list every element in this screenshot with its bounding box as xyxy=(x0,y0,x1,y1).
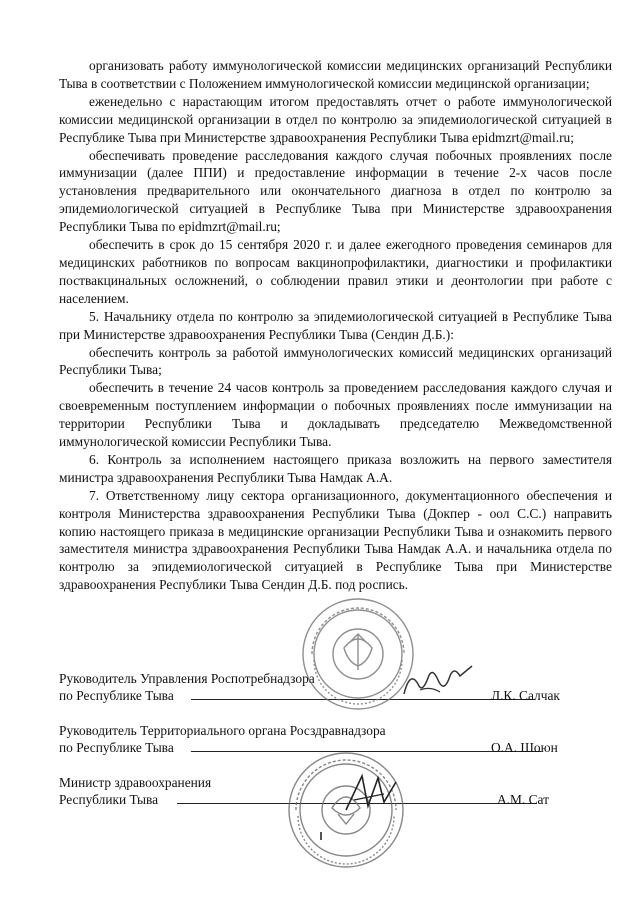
paragraph-control-24h: обеспечить в течение 24 часов контроль за проведением расследования каждого случая и своевременным поступлением информации о побочных проявлениях после иммунизации на территории Республики Тыва и докладывать председателю Межведомственной иммунологической комиссии Республики Тыва. xyxy=(59,380,612,450)
ministry-seal-stamp xyxy=(286,750,406,870)
signatory-name: А.М. Сат xyxy=(497,792,549,807)
signature-line xyxy=(191,751,541,752)
paragraph-weekly-report: еженедельно с нарастающим итогом предоставлять отчет о работе иммунологической комиссии медицинской организации в отдел по контролю за эпидемиологической ситуацией в Республике Тыва при Министерстве здравоохранения Республики Тыва epidmzrt@mail.ru; xyxy=(59,93,612,145)
paragraph-seminars: обеспечить в срок до 15 сентября 2020 г. и далее ежегодного проведения семинаров для медицинских работников по вопросам вакцинопрофилактики, диагностики и профилактики поствакцинальных осложнений, о соблюдении правил этики и деонтологии при работе с населением. xyxy=(59,237,612,306)
document-body xyxy=(59,57,612,594)
paragraph-item-5: 5. Начальнику отдела по контролю за эпидемиологической ситуацией в Республике Тыва при Министерстве здравоохранения Республики Тыва (Сендин Д.Б.): xyxy=(59,308,612,342)
signatory-title: Руководитель Территориального органа Росздравнадзора xyxy=(59,723,386,738)
signature-block-roszdravnadzor xyxy=(59,722,619,756)
signature-line xyxy=(177,803,537,804)
signatory-title: Министр здравоохранения xyxy=(59,775,212,790)
signatory-name: Л.К. Салчак xyxy=(491,688,560,703)
signatory-region: по Республике Тыва xyxy=(59,740,174,755)
signature-line xyxy=(191,699,535,700)
signatory-title: Руководитель Управления Роспотребнадзора xyxy=(59,671,315,686)
scan-mark xyxy=(320,832,322,840)
paragraph-organize-commission: организовать работу иммунологической комиссии медицинских организаций Республики Тыва в соответствии с Положением иммунологической комиссии медицинской организации; xyxy=(59,58,612,91)
paragraph-control-commissions: обеспечить контроль за работой иммунологических комиссий медицинских организаций Республики Тыва; xyxy=(59,344,612,378)
paragraph-item-6: 6. Контроль за исполнением настоящего приказа возложить на первого заместителя министра здравоохранения Республики Тыва Намдак А.А. xyxy=(59,451,612,485)
signatory-region: по Республике Тыва xyxy=(59,688,174,703)
paragraph-item-7: 7. Ответственному лицу сектора организационного, документационного обеспечения и контроля Министерства здравоохранения Республики Тыва (Докпер - оол С.С.) направить копию настоящего приказа в медицинские организации Республики Тыва и ознакомить первого заместителя министра здравоохранения Республики Тыва Намдак А.А. и начальника отдела по контролю за эпидемиологической ситуацией в Республике Тыва при Министерстве здравоохранения Республики Тыва Сендин Д.Б. под роспись. xyxy=(59,487,612,593)
signature-block-minister xyxy=(59,774,619,808)
signatory-name: О.А. Шоюн xyxy=(491,740,558,755)
signatory-region: Республики Тыва xyxy=(59,792,159,807)
paragraph-investigation: обеспечивать проведение расследования каждого случая побочных проявлениях после иммунизации (далее ППИ) и предоставление информации в течение 2-х часов после установления предварительного или окончательного диагноза в отдел по контролю за эпидемиологической ситуацией в Республике Тыва при Министерстве здравоохранения Республики Тыва по epidmzrt@mail.ru; xyxy=(59,147,612,235)
signature-block-rospotrebnadzor xyxy=(59,670,619,704)
